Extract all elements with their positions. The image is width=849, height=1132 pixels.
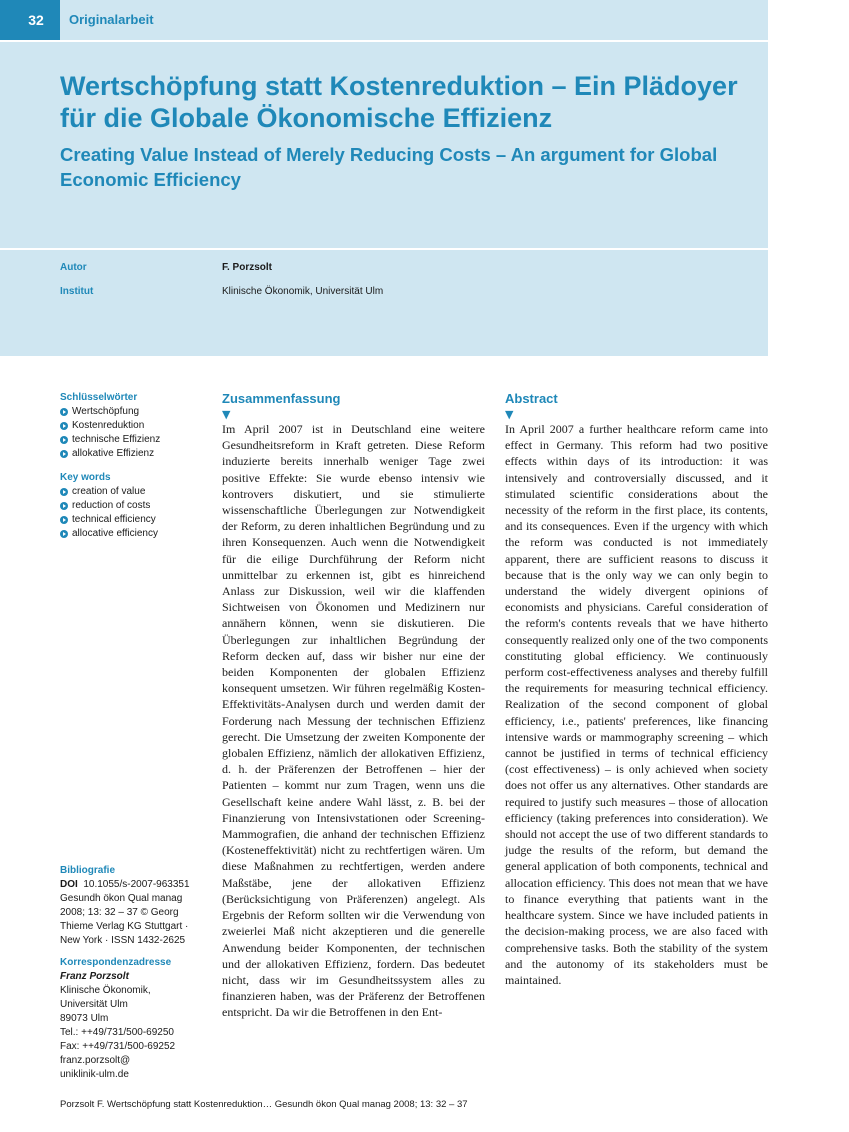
keywords-en-heading: Key words [60,472,111,483]
footer-citation: Porzsolt F. Wertschöpfung statt Kostenreduktion… Gesundh ökon Qual manag 2008; 13: 32 – 37 [60,1099,468,1110]
correspondence-line: Tel.: ++49/731/500-69250 [60,1027,174,1038]
correspondence-line: Fax: ++49/731/500-69252 [60,1041,176,1052]
keyword-item: allocative efficiency [60,527,210,541]
triangle-down-icon: ▼ [505,408,514,421]
email-link[interactable]: franz.porzsolt@ [60,1055,131,1066]
author-label: Autor [60,262,87,273]
bullet-arrow-icon [60,450,68,458]
bibliography-heading: Bibliografie [60,865,116,876]
institute-label: Institut [60,286,94,297]
bullet-arrow-icon [60,422,68,430]
triangle-down-icon: ▼ [222,408,231,421]
bullet-arrow-icon [60,408,68,416]
keyword-item: creation of value [60,485,210,499]
abstract-heading: Abstract [505,391,558,406]
bibliography-line: Gesundh ökon Qual manag [60,893,183,904]
keyword-item: technical efficiency [60,513,210,527]
bibliography-block [60,864,210,1082]
correspondence-line: 89073 Ulm [60,1013,109,1024]
correspondence-name: Franz Porzsolt [60,971,129,982]
article-title-english: Creating Value Instead of Merely Reducing Costs – An argument for Global Economic Efficiency [60,144,718,190]
article-title-german: Wertschöpfung statt Kostenreduktion – Ein Plädoyer für die Globale Ökonomische Effizienz [60,71,738,133]
bullet-arrow-icon [60,436,68,444]
bullet-arrow-icon [60,530,68,538]
correspondence-line: Universität Ulm [60,999,128,1010]
abstract-column [505,391,768,988]
bibliography-line: Thieme Verlag KG Stuttgart · [60,921,189,932]
author-value: F. Porzsolt [222,262,273,273]
author-panel [0,250,768,356]
keywords-block [60,391,210,541]
doi-link[interactable]: 10.1055/s-2007-963351 [83,879,190,890]
keyword-item: reduction of costs [60,499,210,513]
correspondence-line: Klinische Ökonomik, [60,985,151,996]
zusammenfassung-heading: Zusammenfassung [222,391,341,406]
zusammenfassung-text: Im April 2007 ist in Deutschland eine weitere Gesundheitsreform in Kraft getreten. Diese Reform induzierte bereits innerhalb weniger Tage zwei positive Effekte: Sie wurde ebenso intensiv wie kontrovers diskutiert, und sie stimulierte wissenschaftliche Überlegungen zur Notwendigkeit der Reform, zu deren inhaltlichen Begründung und zu ihren Konsequenzen. Auch wenn die Notwendigkeit für die eilige Durchführung der Reform nicht unmittelbar zu erkennen ist, gibt es hinreichend Anlass zur Diskussion, weil wir die klaffenden Sichtweisen von Ökonomen und Medizinern nur annähern können, wenn sie diskutieren. Die Überlegungen zur inhaltlichen Begründung der Reform decken auf, dass wir bisher nur eine der beiden Komponenten der globalen Effizienz konsequent umsetzen. Wir führen regelmäßig Kosten-Effektivitäts-Analysen durch und werden damit der Forderung nach Messung der technischen Effizienz gerecht. Die Umsetzung der zweiten Komponente der globalen Effizienz, nämlich der allokativen Effizienz, d. h. der Präferenzen der Betroffenen – hier der Patienten – kommt nur zum Tragen, wenn uns die Gesellschaft keine andere Wahl lässt, z. B. bei der Finanzierung von Intensivstationen oder Screening-Mammografien, die anhand der technischen Effizienz (Kosteneffektivität) nicht zu rechtfertigen wären. Um diese Maßnahmen zu rechtfertigen, werden andere Maßstäbe, jene der allokativen Effizienz (Berücksichtigung von Präferenzen) angelegt. Als Ergebnis der Reform sollten wir die Verwendung von zweierlei Maß nicht akzeptieren und die generelle Anwendung beider Komponenten, der technischen und der allokativen Effizienz, fordern. Das bedeutet nicht, dass wir im Gesundheitssystem alles zu finanzieren haben, was der Präferenz der Betroffenen entspricht. Da wir die Betroffenen in den Ent- [222,422,485,1020]
bullet-arrow-icon [60,488,68,496]
bibliography-line: New York · ISSN 1432-2625 [60,935,186,946]
zusammenfassung-column [222,391,485,1021]
keywords-de-heading: Schlüsselwörter [60,392,138,403]
abstract-text: In April 2007 a further healthcare reform came into effect in Germany. This reform had two positive effects within days of its introduction: it was intensively and controversially discussed, and it stimulated scientific considerations about the necessity of the reform in the first place, its contents, and its consequences. Even if the urgency with which the reform was conducted is not immediately apparent, there are sufficient reasons to discuss it because that is the only way we can only begin to understand the widely divergent opinions of economists and physicians. Careful consideration of the reform's contents reveals that we have hitherto consequently realized only one of the two components constituting global efficiency. We continuously perform cost-effectiveness analyses and thereby fulfill the requirements for measuring technical efficiency. Realization of the second component of global efficiency, i.e., patients' preferences, like financing intensive wards or mammography screening – which cannot be justified in terms of technical efficiency (cost effectiveness) – is only achieved when society does not offer us any alternatives. Other standards are required to justify such measures – those of allocation efficiency (taking preferences into consideration). We should not accept the use of two different standards to judge the results of the reform, but demand the general application of both components, technical and allocation efficiency. This does not mean that we have to finance everything that patients want in the healthcare system. Since we have included patients in the decision-making process, we are also faced with comprehensive tasks. Both the stability of the system and the autonomy of its stakeholders must be maintained. [505,422,768,987]
bibliography-line: 2008; 13: 32 – 37 © Georg [60,907,179,918]
institute-value: Klinische Ökonomik, Universität Ulm [222,286,384,297]
correspondence-heading: Korrespondenzadresse [60,957,172,968]
doi-line: DOI 10.1055/s-2007-963351 [60,879,190,890]
bullet-arrow-icon [60,516,68,524]
keyword-item: Wertschöpfung [60,405,210,419]
keyword-item: Kostenreduktion [60,419,210,433]
section-label: Originalarbeit [69,12,154,27]
keyword-item: technische Effizienz [60,433,210,447]
email-link[interactable]: uniklinik-ulm.de [60,1069,129,1080]
keyword-item: allokative Effizienz [60,447,210,461]
bullet-arrow-icon [60,502,68,510]
page-number: 32 [0,0,60,40]
